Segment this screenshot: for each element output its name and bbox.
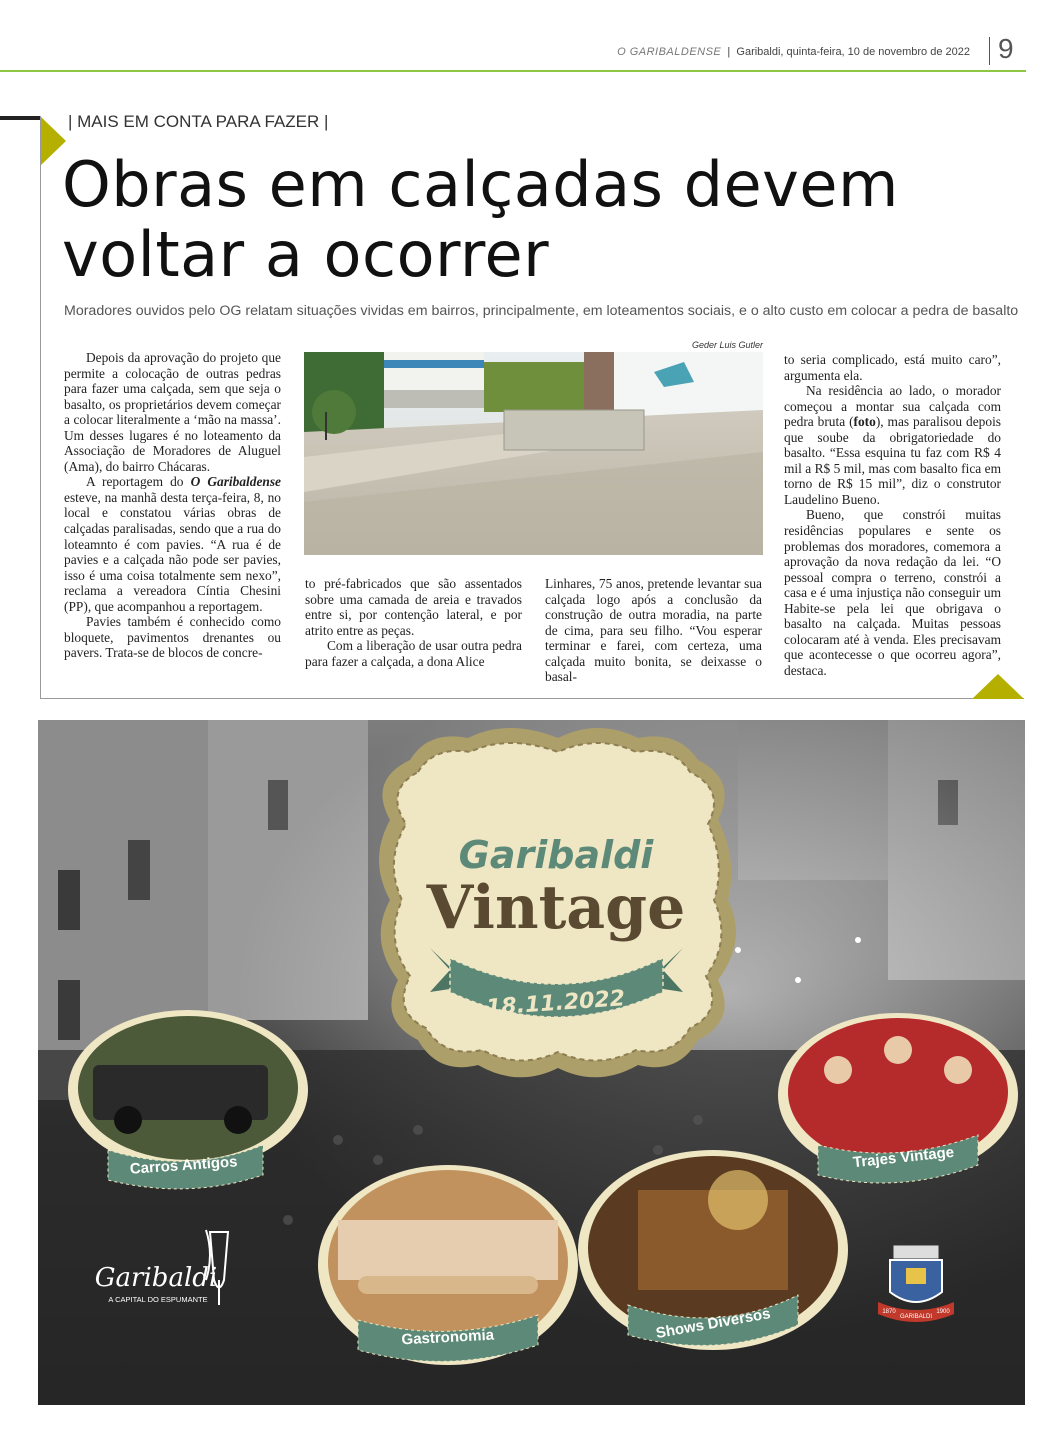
paragraph: Pavies também é conhecido como bloquete, pavimentos drenantes ou pavers. Trata-se de blocos de concre-	[64, 614, 281, 661]
dateline: Garibaldi, quinta-feira, 10 de novembro de 2022	[736, 46, 970, 58]
logo-tagline: A CAPITAL DO ESPUMANTE	[108, 1295, 208, 1304]
photo-credit: Geder Luis Gutler	[691, 340, 763, 350]
ad-title-vintage: Vintage	[426, 873, 686, 943]
page-header-dateline	[617, 46, 970, 58]
frame-left-rule	[40, 116, 41, 699]
ad-title-garibaldi: Garibaldi	[458, 833, 654, 877]
paragraph: to pré-fabricados que são assentados sobre uma camada de areia e travados entre si, por contenção lateral, e por atrito entre as peças.	[305, 576, 522, 638]
header-separator: |	[727, 46, 731, 58]
paragraph: Bueno, que constrói muitas residências populares e sente os problemas dos moradores, comemora a aprovação da nova redação da lei. “O pessoal compra o terreno, constrói a casa e é uma injustiça não conseguir um Habite-se pela lei que obrigava o basalto na calçada. Muitas pessoas colocaram até à venda. Eles precisavam que acontecesse o que ocorreu agora”, destaca.	[784, 507, 1001, 678]
paragraph: A reportagem do O Garibaldense esteve, na manhã desta terça-feira, 8, no local e constatou várias obras de calçadas paralisadas, sendo que a rua do loteamnto é com pavies. “A rua é de pavies e a calçada não pode ser pavies, isso é uma coisa totalmente sem nexo”, reclama a vereadora Cíntia Chesini (PP), que acompanhou a reportagem.	[64, 474, 281, 614]
crest-name: GARIBALDI	[899, 1314, 933, 1320]
article-column-4	[784, 352, 1001, 678]
paragraph: to seria complicado, está muito caro”, argumenta ela.	[784, 352, 1001, 383]
ad-event-date: 18.11.2022	[485, 986, 626, 1021]
article-lede: Moradores ouvidos pelo OG relatam situações vividas em bairros, principalmente, em loteamentos sociais, e o alto custo em colocar a pedra de basalto	[64, 303, 1019, 319]
badge-label: Trajes Vintage	[852, 1143, 955, 1172]
paragraph: Na residência ao lado, o morador começou a montar sua calçada com pedra bruta (foto), mas paralisou depois que soube da obrigatoriedade do basalto. “Essa esquina tu faz com R$ 4 mil a R$ 5 mil, mas com basalto fica em torno de R$ 15 mil”, diz o construtor Laudelino Bueno.	[784, 383, 1001, 507]
paragraph: Linhares, 75 anos, pretende levantar sua calçada logo após a conclusão da construção de outra moradia, na parte de cima, para seu filho. “Vou esperar terminar e farei, com certeza, uma calçada muito bonita, se deixasse o basal-	[545, 576, 762, 685]
crest-year-left: 1870	[882, 1309, 896, 1315]
frame-bottom-rule	[40, 698, 1024, 699]
header-rule	[0, 70, 1026, 72]
badge-label: Shows Diversos	[654, 1305, 772, 1343]
paragraph: Depois da aprovação do projeto que permite a colocação de outras pedras para fazer uma calçada, sem que seja o basalto, os proprietários devem começar a colocar literalmente a ‘mão na massa’. Um desses lugares é no loteamento da Associação de Moradores de Aluguel (Ama), do bairro Chácaras.	[64, 350, 281, 474]
article-column-3	[545, 576, 762, 685]
article-photo-sidewalk	[304, 352, 763, 555]
logo-wordmark: Garibaldi	[94, 1263, 218, 1293]
badge-label: Gastronomia	[401, 1326, 495, 1349]
badge-label: Carros Antigos	[129, 1153, 239, 1178]
crest-year-right: 1900	[936, 1309, 950, 1315]
article-kicker: | MAIS EM CONTA PARA FAZER |	[68, 112, 329, 131]
article-headline: Obras em calçadas devem voltar a ocorrer	[62, 148, 899, 291]
publication-name: O GARIBALDENSE	[617, 46, 722, 58]
article-column-1	[64, 350, 281, 661]
garibaldi-vintage-advertisement	[38, 720, 1025, 1405]
frame-top-bar	[0, 116, 40, 120]
article-column-2	[305, 576, 522, 669]
page-number-divider	[989, 37, 990, 65]
paragraph: Com a liberação de usar outra pedra para fazer a calçada, a dona Alice	[305, 638, 522, 669]
bold-photo-ref: foto	[853, 414, 876, 430]
page-number: 9	[998, 33, 1014, 64]
newspaper-name: O Garibaldense	[190, 474, 281, 490]
